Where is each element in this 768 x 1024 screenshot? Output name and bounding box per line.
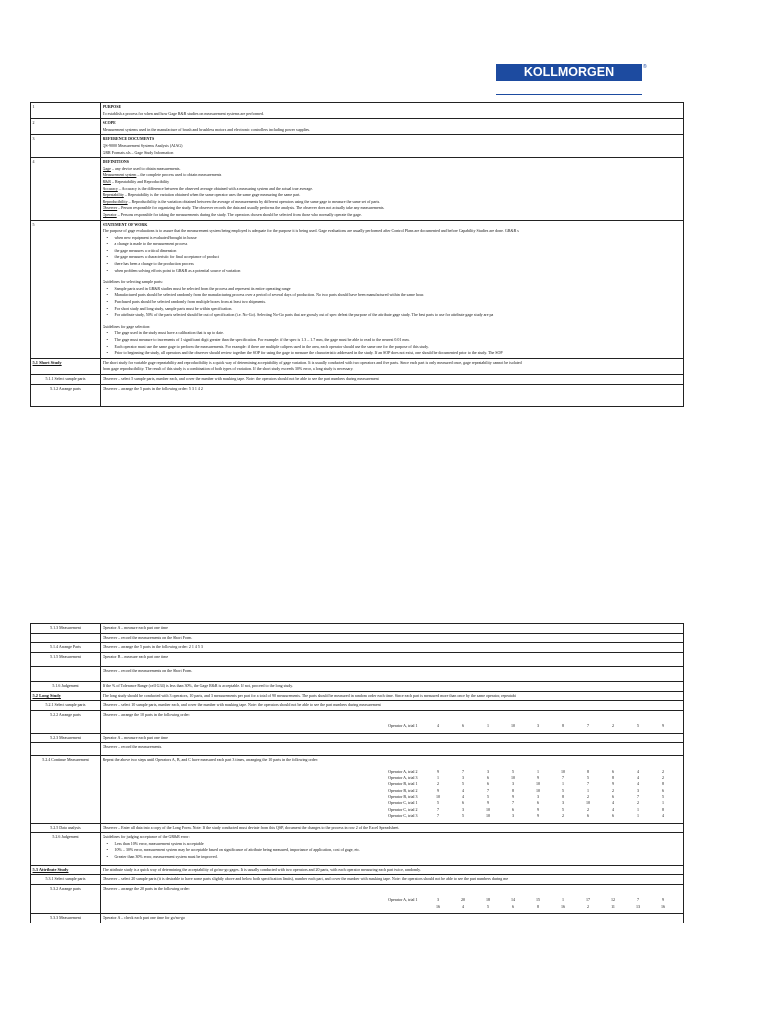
section-content bbox=[101, 643, 684, 653]
order-grid-row bbox=[103, 723, 682, 729]
part-order-value: 14 bbox=[511, 897, 515, 903]
definition-text: – the complete process used to obtain measurements bbox=[136, 172, 222, 178]
paragraph-line bbox=[103, 212, 682, 219]
part-order-value: 6 bbox=[512, 806, 514, 812]
bullet-item: • For attribute study, 50% of the parts selected should be out of specification (i.e. No-Go). Selecting No-Go parts that are grossly out of spec defeat the purpose of the attribute gage study. The best parts to use for attribute gage study are pa bbox=[103, 312, 682, 319]
part-order-value: 2 bbox=[637, 800, 639, 806]
part-order-value: 3 bbox=[462, 774, 464, 780]
part-order-value: 5 bbox=[562, 806, 564, 812]
paragraph-line: The attribute study is a quick way of determining the acceptability of go/no-go gages. It is usually conducted with two operators and 20 parts, with each operator measuring each part twice, randomly. bbox=[102, 866, 421, 872]
section-content bbox=[101, 384, 684, 407]
trial-label: Operator A, trial 1 bbox=[388, 723, 418, 729]
paragraph-line bbox=[103, 186, 682, 193]
section-number: 5.3 Attribute Study bbox=[31, 865, 101, 875]
part-order-value: 10 bbox=[486, 813, 490, 819]
paragraph-line: Operator A – measure each part one time bbox=[102, 734, 168, 740]
section-row bbox=[31, 384, 684, 407]
definition-text: – Persons responsible for taking the measurements during the study. The operators chosen should be selected from those who normally operate the gage. bbox=[116, 211, 362, 217]
part-order-value: 1 bbox=[562, 897, 564, 903]
part-order-value: 2 bbox=[587, 903, 589, 909]
part-order-value: 6 bbox=[512, 903, 514, 909]
section-row bbox=[31, 633, 684, 643]
section-number: 5.3.1 Select sample parts bbox=[31, 875, 101, 885]
paragraph-line: Observer – arrange the 10 parts in the following order: bbox=[102, 711, 190, 717]
part-order-value: 8 bbox=[537, 903, 539, 909]
part-order-value: 5 bbox=[637, 723, 639, 729]
section-content bbox=[101, 119, 684, 135]
section-row bbox=[31, 624, 684, 634]
order-grid bbox=[103, 723, 682, 729]
part-order-value: 6 bbox=[462, 800, 464, 806]
part-order-value: 1 bbox=[537, 768, 539, 774]
part-order-value: 5 bbox=[512, 768, 514, 774]
part-order-value: 4 bbox=[637, 774, 639, 780]
section-row bbox=[31, 823, 684, 833]
part-order-value: 2 bbox=[612, 723, 614, 729]
section-number: 5.2.6 Judgement bbox=[31, 833, 101, 865]
part-order-value: 2 bbox=[587, 806, 589, 812]
defined-term: Repeatability bbox=[102, 192, 124, 198]
defined-term: Gage bbox=[102, 165, 111, 171]
paragraph-line: Observer – arrange the 5 parts in the following order: 2 1 4 5 3 bbox=[102, 644, 203, 650]
trial-label bbox=[103, 904, 426, 910]
definition-text: – Repeatability and Reproducibility bbox=[110, 178, 170, 184]
part-order-value: 6 bbox=[487, 774, 489, 780]
section-row bbox=[31, 833, 684, 865]
part-order-value: 3 bbox=[437, 897, 439, 903]
section-content bbox=[101, 914, 684, 923]
section-content bbox=[101, 103, 684, 119]
part-order-value: 9 bbox=[537, 813, 539, 819]
order-grid bbox=[103, 897, 682, 910]
part-order-value: 7 bbox=[587, 723, 589, 729]
part-order-value: 1 bbox=[662, 800, 664, 806]
part-order-value: 4 bbox=[462, 794, 464, 800]
paragraph-line: Guidelines for gage selection: bbox=[102, 323, 151, 329]
section-row bbox=[31, 643, 684, 653]
bullet-item: • a change is made to the measurement process bbox=[103, 241, 682, 248]
section-content bbox=[101, 220, 684, 358]
part-order-value: 9 bbox=[612, 781, 614, 787]
part-order-value: 4 bbox=[637, 781, 639, 787]
definition-text: – any device used to obtain measurements. bbox=[110, 165, 181, 171]
paragraph-line: Operator A – measure each part one time bbox=[102, 625, 168, 630]
part-order-value: 8 bbox=[562, 723, 564, 729]
paragraph-line: Observer – record the measurements on the Short Form. bbox=[102, 668, 193, 674]
paragraph-line bbox=[103, 172, 682, 179]
defined-term: Accuracy bbox=[102, 185, 118, 191]
bullet-item: • Manufactured parts should be selected randomly from the manufacturing process over a period of several days of production. No two parts should have been manufactured within the same hour. bbox=[103, 292, 682, 299]
part-order-value: 6 bbox=[487, 781, 489, 787]
part-order-value: 10 bbox=[511, 774, 515, 780]
part-order-value: 2 bbox=[662, 768, 664, 774]
section-row bbox=[31, 119, 684, 135]
part-order-value: 7 bbox=[487, 787, 489, 793]
defined-term: Operator bbox=[102, 211, 117, 217]
bullet-item: • Purchased parts should be selected randomly from multiple boxes from at least two shipments. bbox=[103, 299, 682, 306]
section-number: 5.2.2 Arrange parts bbox=[31, 710, 101, 733]
section-row bbox=[31, 358, 684, 374]
part-order-value: 5 bbox=[462, 813, 464, 819]
bullet-item: • Each operator must use the same gage to perform the measurements. For example: if there are multiple calipers used in the area, each operator should use the same one for the purpose of this study. bbox=[103, 344, 682, 351]
procedure-sections-page-2 bbox=[31, 624, 684, 923]
section-number: 5.3.3 Measurement bbox=[31, 914, 101, 923]
trial-label: Operator A, trial 1 bbox=[388, 897, 418, 903]
procedure-sections-page-1 bbox=[31, 103, 684, 407]
section-number: 5.2.3 Measurement bbox=[31, 733, 101, 743]
part-order-value: 6 bbox=[612, 794, 614, 800]
bullet-item: • Prior to beginning the study, all operators and the observer should review together the SOP for using the gage to measure the characteristic addressed in the study. If an SOP does not exist, one should be documented prior to the study. The SOP bbox=[103, 350, 682, 357]
paragraph-line: The short study for variable gage repeatability and reproducibility is a quick way of determining acceptability of gage variation. It is usually conducted with two operators and five parts. Since each part is only measured once, gage repeatability cannot be isolated bbox=[102, 359, 522, 365]
section-content bbox=[101, 633, 684, 643]
logo-underline bbox=[496, 94, 642, 95]
bullet-item: • The gage used in the study must have a calibration that is up to date. bbox=[103, 330, 682, 337]
section-row bbox=[31, 914, 684, 923]
section-number: 5.1 Short Study bbox=[31, 358, 101, 374]
part-order-value: 1 bbox=[437, 774, 439, 780]
part-order-value: 5 bbox=[487, 794, 489, 800]
part-order-value: 9 bbox=[537, 774, 539, 780]
paragraph-line: GRR Formats.xls – Gage Study Information bbox=[102, 149, 174, 155]
section-number: 5 bbox=[31, 220, 101, 358]
order-grid-row bbox=[103, 813, 682, 819]
part-order-value: 20 bbox=[461, 897, 465, 903]
paragraph-line: The purpose of gage evaluations is to assure that the measurement system being employed is adequate for the purpose it is being used. Gage evaluations are usually performed after Control Plans are documented and before Capability Studies are done. GR&R s bbox=[102, 228, 519, 234]
section-content bbox=[101, 158, 684, 220]
trial-label: Operator C, trial 2 bbox=[388, 806, 418, 812]
section-number: 5.1.4 Arrange Parts bbox=[31, 643, 101, 653]
section-number: 5.2.5 Data analysis bbox=[31, 823, 101, 833]
part-order-value: 4 bbox=[637, 768, 639, 774]
section-heading: PURPOSE bbox=[102, 104, 122, 109]
section-row bbox=[31, 220, 684, 358]
part-order-value: 10 bbox=[536, 781, 540, 787]
part-order-value: 9 bbox=[437, 787, 439, 793]
section-content bbox=[101, 667, 684, 682]
part-order-value: 6 bbox=[462, 723, 464, 729]
part-order-value: 1 bbox=[637, 813, 639, 819]
section-content bbox=[101, 733, 684, 743]
part-order-value: 7 bbox=[562, 774, 564, 780]
part-order-value: 10 bbox=[511, 723, 515, 729]
section-content bbox=[101, 743, 684, 756]
paragraph-line: If the % of Tolerance Range (cell G34) is less than 30%, the Gage R&R is acceptable. If not, proceed to the long study. bbox=[102, 682, 294, 688]
bullet-item: • Sample parts used in GR&R studies must be selected from the process and represent its entire operating range bbox=[103, 286, 682, 293]
section-number: 5.1.1 Select sample parts bbox=[31, 374, 101, 384]
order-grid bbox=[103, 769, 682, 820]
bullet-item: • Less than 10% error, measurement system is acceptable bbox=[103, 841, 682, 848]
section-row bbox=[31, 374, 684, 384]
section-number bbox=[31, 633, 101, 643]
section-content bbox=[101, 624, 684, 634]
section-content bbox=[101, 701, 684, 711]
part-order-value: 9 bbox=[662, 897, 664, 903]
trial-label: Operator B, trial 1 bbox=[388, 781, 418, 787]
definition-text: – Reproducibility is the variation obtained between the average of measurements by different operators using the same gage to measure the same set of parts. bbox=[127, 198, 381, 204]
part-order-value: 4 bbox=[662, 813, 664, 819]
bullet-item: • the gage measures a critical dimension bbox=[103, 248, 682, 255]
paragraph-line: Observer – select 5 sample parts, number each, and cover the number with masking tape. Note: the operators should not be able to see the part numbers during measurement bbox=[102, 375, 379, 381]
trial-label: Operator A, trial 3 bbox=[388, 774, 418, 780]
section-heading: REFERENCE DOCUMENTS bbox=[102, 136, 155, 142]
section-number: 5.2.4 Continue Measurement bbox=[31, 755, 101, 823]
section-content bbox=[101, 875, 684, 885]
part-order-value: 6 bbox=[587, 813, 589, 819]
paragraph-line: Measurement systems used in the manufacture of brush and brushless motors and electronic controllers including power supplies. bbox=[102, 126, 311, 132]
section-row bbox=[31, 875, 684, 885]
section-content bbox=[101, 833, 684, 865]
section-row bbox=[31, 701, 684, 711]
section-number bbox=[31, 667, 101, 682]
part-order-value: 1 bbox=[587, 787, 589, 793]
section-row bbox=[31, 743, 684, 756]
part-order-value: 3 bbox=[537, 794, 539, 800]
defined-term: Measurement system bbox=[102, 172, 137, 178]
paragraph-line: Observer – select 20 sample parts (it is desirable to have some parts slightly above and below both specification limits), number each part, and cover the number with masking tape. Note: the operators should not be able to see the part numbers during me bbox=[102, 876, 509, 882]
section-content bbox=[101, 358, 684, 374]
bullet-item: • when new equipment is evaluated/brought in house bbox=[103, 235, 682, 242]
part-order-value: 3 bbox=[462, 806, 464, 812]
part-order-value: 11 bbox=[611, 903, 615, 909]
part-order-value: 2 bbox=[437, 781, 439, 787]
part-order-value: 7 bbox=[637, 897, 639, 903]
bullet-item: • there has been a change to the production process bbox=[103, 261, 682, 268]
part-order-value: 7 bbox=[437, 813, 439, 819]
part-order-value: 2 bbox=[662, 774, 664, 780]
bullet-item: • The gage must measure to increments of 1 significant digit greater than the specification. For example: if the spec is 1.3 – 1.7 mm, the gage must be able to read to the nearest 0.01 mm. bbox=[103, 337, 682, 344]
part-order-value: 9 bbox=[487, 800, 489, 806]
section-number bbox=[31, 743, 101, 756]
part-order-value: 10 bbox=[536, 787, 540, 793]
part-order-value: 8 bbox=[562, 794, 564, 800]
part-order-value: 1 bbox=[562, 781, 564, 787]
part-order-value: 1 bbox=[637, 806, 639, 812]
part-order-value: 3 bbox=[637, 787, 639, 793]
part-order-value: 3 bbox=[512, 781, 514, 787]
part-order-value: 9 bbox=[662, 723, 664, 729]
paragraph-line: Repeat the above two steps until Operators A, B, and C have measured each part 3 times, arranging the 10 parts in the following order: bbox=[102, 756, 319, 762]
part-order-value: 15 bbox=[536, 897, 540, 903]
section-content bbox=[101, 135, 684, 158]
section-number: 3 bbox=[31, 135, 101, 158]
section-row bbox=[31, 755, 684, 823]
part-order-value: 9 bbox=[512, 794, 514, 800]
section-number: 1 bbox=[31, 103, 101, 119]
part-order-value: 8 bbox=[612, 774, 614, 780]
part-order-value: 18 bbox=[486, 897, 490, 903]
paragraph-line: Operator A – check each part one time for go/no-go bbox=[102, 915, 186, 921]
bullet-item: • For short study and long study, sample parts must be within specification. bbox=[103, 306, 682, 313]
part-order-value: 8 bbox=[587, 768, 589, 774]
order-grid-row bbox=[103, 904, 682, 910]
paragraph-line: Observer – record the measurements on the Short Form. bbox=[102, 634, 193, 640]
trial-label: Operator B, trial 3 bbox=[388, 794, 418, 800]
part-order-value: 6 bbox=[662, 787, 664, 793]
procedure-table-page-2 bbox=[30, 623, 684, 923]
part-order-value: 4 bbox=[462, 903, 464, 909]
section-number: 5.1.3 Measurement bbox=[31, 624, 101, 634]
part-order-value: 9 bbox=[437, 768, 439, 774]
section-content bbox=[101, 374, 684, 384]
paragraph-line bbox=[103, 166, 682, 173]
section-content bbox=[101, 652, 684, 667]
part-order-value: 16 bbox=[561, 903, 565, 909]
section-row bbox=[31, 865, 684, 875]
section-row bbox=[31, 884, 684, 913]
section-content bbox=[101, 823, 684, 833]
bullet-item: • Greater than 30% error, measurement system must be improved. bbox=[103, 854, 682, 861]
section-row bbox=[31, 652, 684, 667]
section-heading: STATEMENT OF WORK bbox=[102, 221, 148, 227]
part-order-value: 5 bbox=[437, 800, 439, 806]
trial-label: Operator A, trial 2 bbox=[388, 768, 418, 774]
trial-label: Operator B, trial 2 bbox=[388, 787, 418, 793]
part-order-value: 2 bbox=[562, 813, 564, 819]
definition-text: – Person responsible for organizing the study. The observer records the data and usually performs the analysis. The observer does not actually take any measurements. bbox=[117, 205, 385, 211]
procedure-table-page-1 bbox=[30, 102, 684, 407]
part-order-value: 2 bbox=[612, 787, 614, 793]
part-order-value: 7 bbox=[637, 794, 639, 800]
paragraph-line bbox=[103, 192, 682, 199]
part-order-value: 6 bbox=[612, 768, 614, 774]
section-content bbox=[101, 755, 684, 823]
section-row bbox=[31, 691, 684, 701]
part-order-value: 5 bbox=[462, 781, 464, 787]
section-number: 5.3.2 Arrange parts bbox=[31, 884, 101, 913]
company-logo bbox=[496, 64, 647, 95]
paragraph-line: The long study should be conducted with 3 operators, 10 parts, and 3 measurements per part for a total of 90 measurements. The parts should be measured in random order each time. Since each part is measured more than once by the same operator, repeatabi bbox=[102, 692, 516, 698]
part-order-value: 7 bbox=[512, 800, 514, 806]
section-row bbox=[31, 667, 684, 682]
paragraph-line: Observer – Enter all data into a copy of the Long Form. Note: If the study conducted must deviate from this QSP, document the changes to the process in row 2 of the Excel Spreadsheet. bbox=[102, 824, 400, 830]
part-order-value: 4 bbox=[437, 723, 439, 729]
paragraph-line: QS-9000 Measurement Systems Analysis (AIAG) bbox=[102, 142, 183, 148]
section-row bbox=[31, 135, 684, 158]
section-content bbox=[101, 691, 684, 701]
paragraph-line: To establish a process for when and how Gage R&R studies on measurement systems are performed. bbox=[102, 110, 264, 116]
part-order-value: 8 bbox=[512, 787, 514, 793]
paragraph-line: Observer – arrange the 5 parts in the following order: 5 3 1 4 2 bbox=[102, 385, 203, 391]
part-order-value: 5 bbox=[587, 774, 589, 780]
part-order-value: 6 bbox=[612, 813, 614, 819]
section-number: 5.2.1 Select sample parts bbox=[31, 701, 101, 711]
definition-text: – Repeatability is the variation obtained when the same operator uses the same gage measuring the same part. bbox=[123, 192, 301, 198]
part-order-value: 6 bbox=[537, 800, 539, 806]
section-number: 5.1.5 Measurement bbox=[31, 652, 101, 667]
bullet-item: • when problem solving efforts point to GR&R as a potential source of variation bbox=[103, 268, 682, 275]
section-number: 5.1.6 Judgement bbox=[31, 681, 101, 691]
section-number: 5.1.2 Arrange parts bbox=[31, 384, 101, 407]
paragraph-line: Operator B – measure each part one time bbox=[102, 653, 169, 659]
logo-wordmark: KOLLMORGEN bbox=[496, 64, 642, 81]
paragraph-line: Observer – select 10 sample parts, number each, and cover the number with masking tape. Note: the operators should not be able to see the part numbers during measurement bbox=[102, 702, 381, 708]
part-order-value: 10 bbox=[586, 800, 590, 806]
section-row bbox=[31, 733, 684, 743]
part-order-value: 4 bbox=[612, 806, 614, 812]
part-order-value: 10 bbox=[486, 806, 490, 812]
bullet-item: • the gage measures a characteristic for final acceptance of product bbox=[103, 254, 682, 261]
paragraph-line: Observer – record the measurements. bbox=[102, 744, 163, 750]
paragraph-line bbox=[103, 199, 682, 206]
trial-label: Operator C, trial 1 bbox=[388, 800, 418, 806]
part-order-value: 3 bbox=[537, 723, 539, 729]
part-order-value: 7 bbox=[587, 781, 589, 787]
part-order-value: 4 bbox=[462, 787, 464, 793]
part-order-value: 8 bbox=[662, 781, 664, 787]
paragraph-line: Guidelines for judging acceptance of the GR&R error: bbox=[102, 834, 190, 840]
part-order-value: 12 bbox=[611, 897, 615, 903]
bullet-item: • 10% – 30% error, measurement system may be acceptable based on significance of attribute being measured, importance of application, cost of gage, etc. bbox=[103, 847, 682, 854]
part-order-value: 7 bbox=[437, 806, 439, 812]
section-heading: DEFINITIONS bbox=[102, 159, 129, 165]
paragraph-line bbox=[103, 179, 682, 186]
section-content bbox=[101, 710, 684, 733]
part-order-value: 5 bbox=[487, 903, 489, 909]
section-row bbox=[31, 681, 684, 691]
section-number: 2 bbox=[31, 119, 101, 135]
section-row bbox=[31, 710, 684, 733]
part-order-value: 8 bbox=[662, 806, 664, 812]
part-order-value: 3 bbox=[512, 813, 514, 819]
section-row bbox=[31, 103, 684, 119]
part-order-value: 9 bbox=[537, 806, 539, 812]
part-order-value: 13 bbox=[636, 903, 640, 909]
paragraph-line: from gage reproducibility. The result of this study is a combination of both types of variation. If the short study exceeds 30% error, a long study is necessary. bbox=[102, 366, 354, 372]
section-content bbox=[101, 865, 684, 875]
part-order-value: 10 bbox=[436, 794, 440, 800]
registered-mark: ® bbox=[643, 64, 647, 70]
part-order-value: 4 bbox=[612, 800, 614, 806]
section-row bbox=[31, 158, 684, 220]
part-order-value: 5 bbox=[562, 787, 564, 793]
defined-term: R&R bbox=[102, 178, 111, 184]
section-number: 5.2 Long Study bbox=[31, 691, 101, 701]
part-order-value: 17 bbox=[586, 897, 590, 903]
defined-term: Observer bbox=[102, 205, 118, 211]
part-order-value: 1 bbox=[487, 723, 489, 729]
part-order-value: 5 bbox=[662, 794, 664, 800]
paragraph-line bbox=[103, 205, 682, 212]
part-order-value: 16 bbox=[436, 903, 440, 909]
defined-term: Reproducibility bbox=[102, 198, 128, 204]
definition-text: – Accuracy is the difference between the observed average obtained with a measuring system and the actual true average. bbox=[117, 185, 314, 191]
paragraph-line: Observer – arrange the 20 parts in the following order: bbox=[102, 885, 190, 891]
paragraph-line: Guidelines for selecting sample parts: bbox=[102, 279, 163, 285]
part-order-value: 7 bbox=[462, 768, 464, 774]
section-content bbox=[101, 884, 684, 913]
section-heading: SCOPE bbox=[102, 120, 116, 126]
section-number: 4 bbox=[31, 158, 101, 220]
part-order-value: 2 bbox=[587, 794, 589, 800]
part-order-value: 10 bbox=[561, 768, 565, 774]
part-order-value: 3 bbox=[487, 768, 489, 774]
section-content bbox=[101, 681, 684, 691]
part-order-value: 3 bbox=[562, 800, 564, 806]
part-order-value: 16 bbox=[661, 903, 665, 909]
trial-label: Operator C, trial 3 bbox=[388, 813, 418, 819]
